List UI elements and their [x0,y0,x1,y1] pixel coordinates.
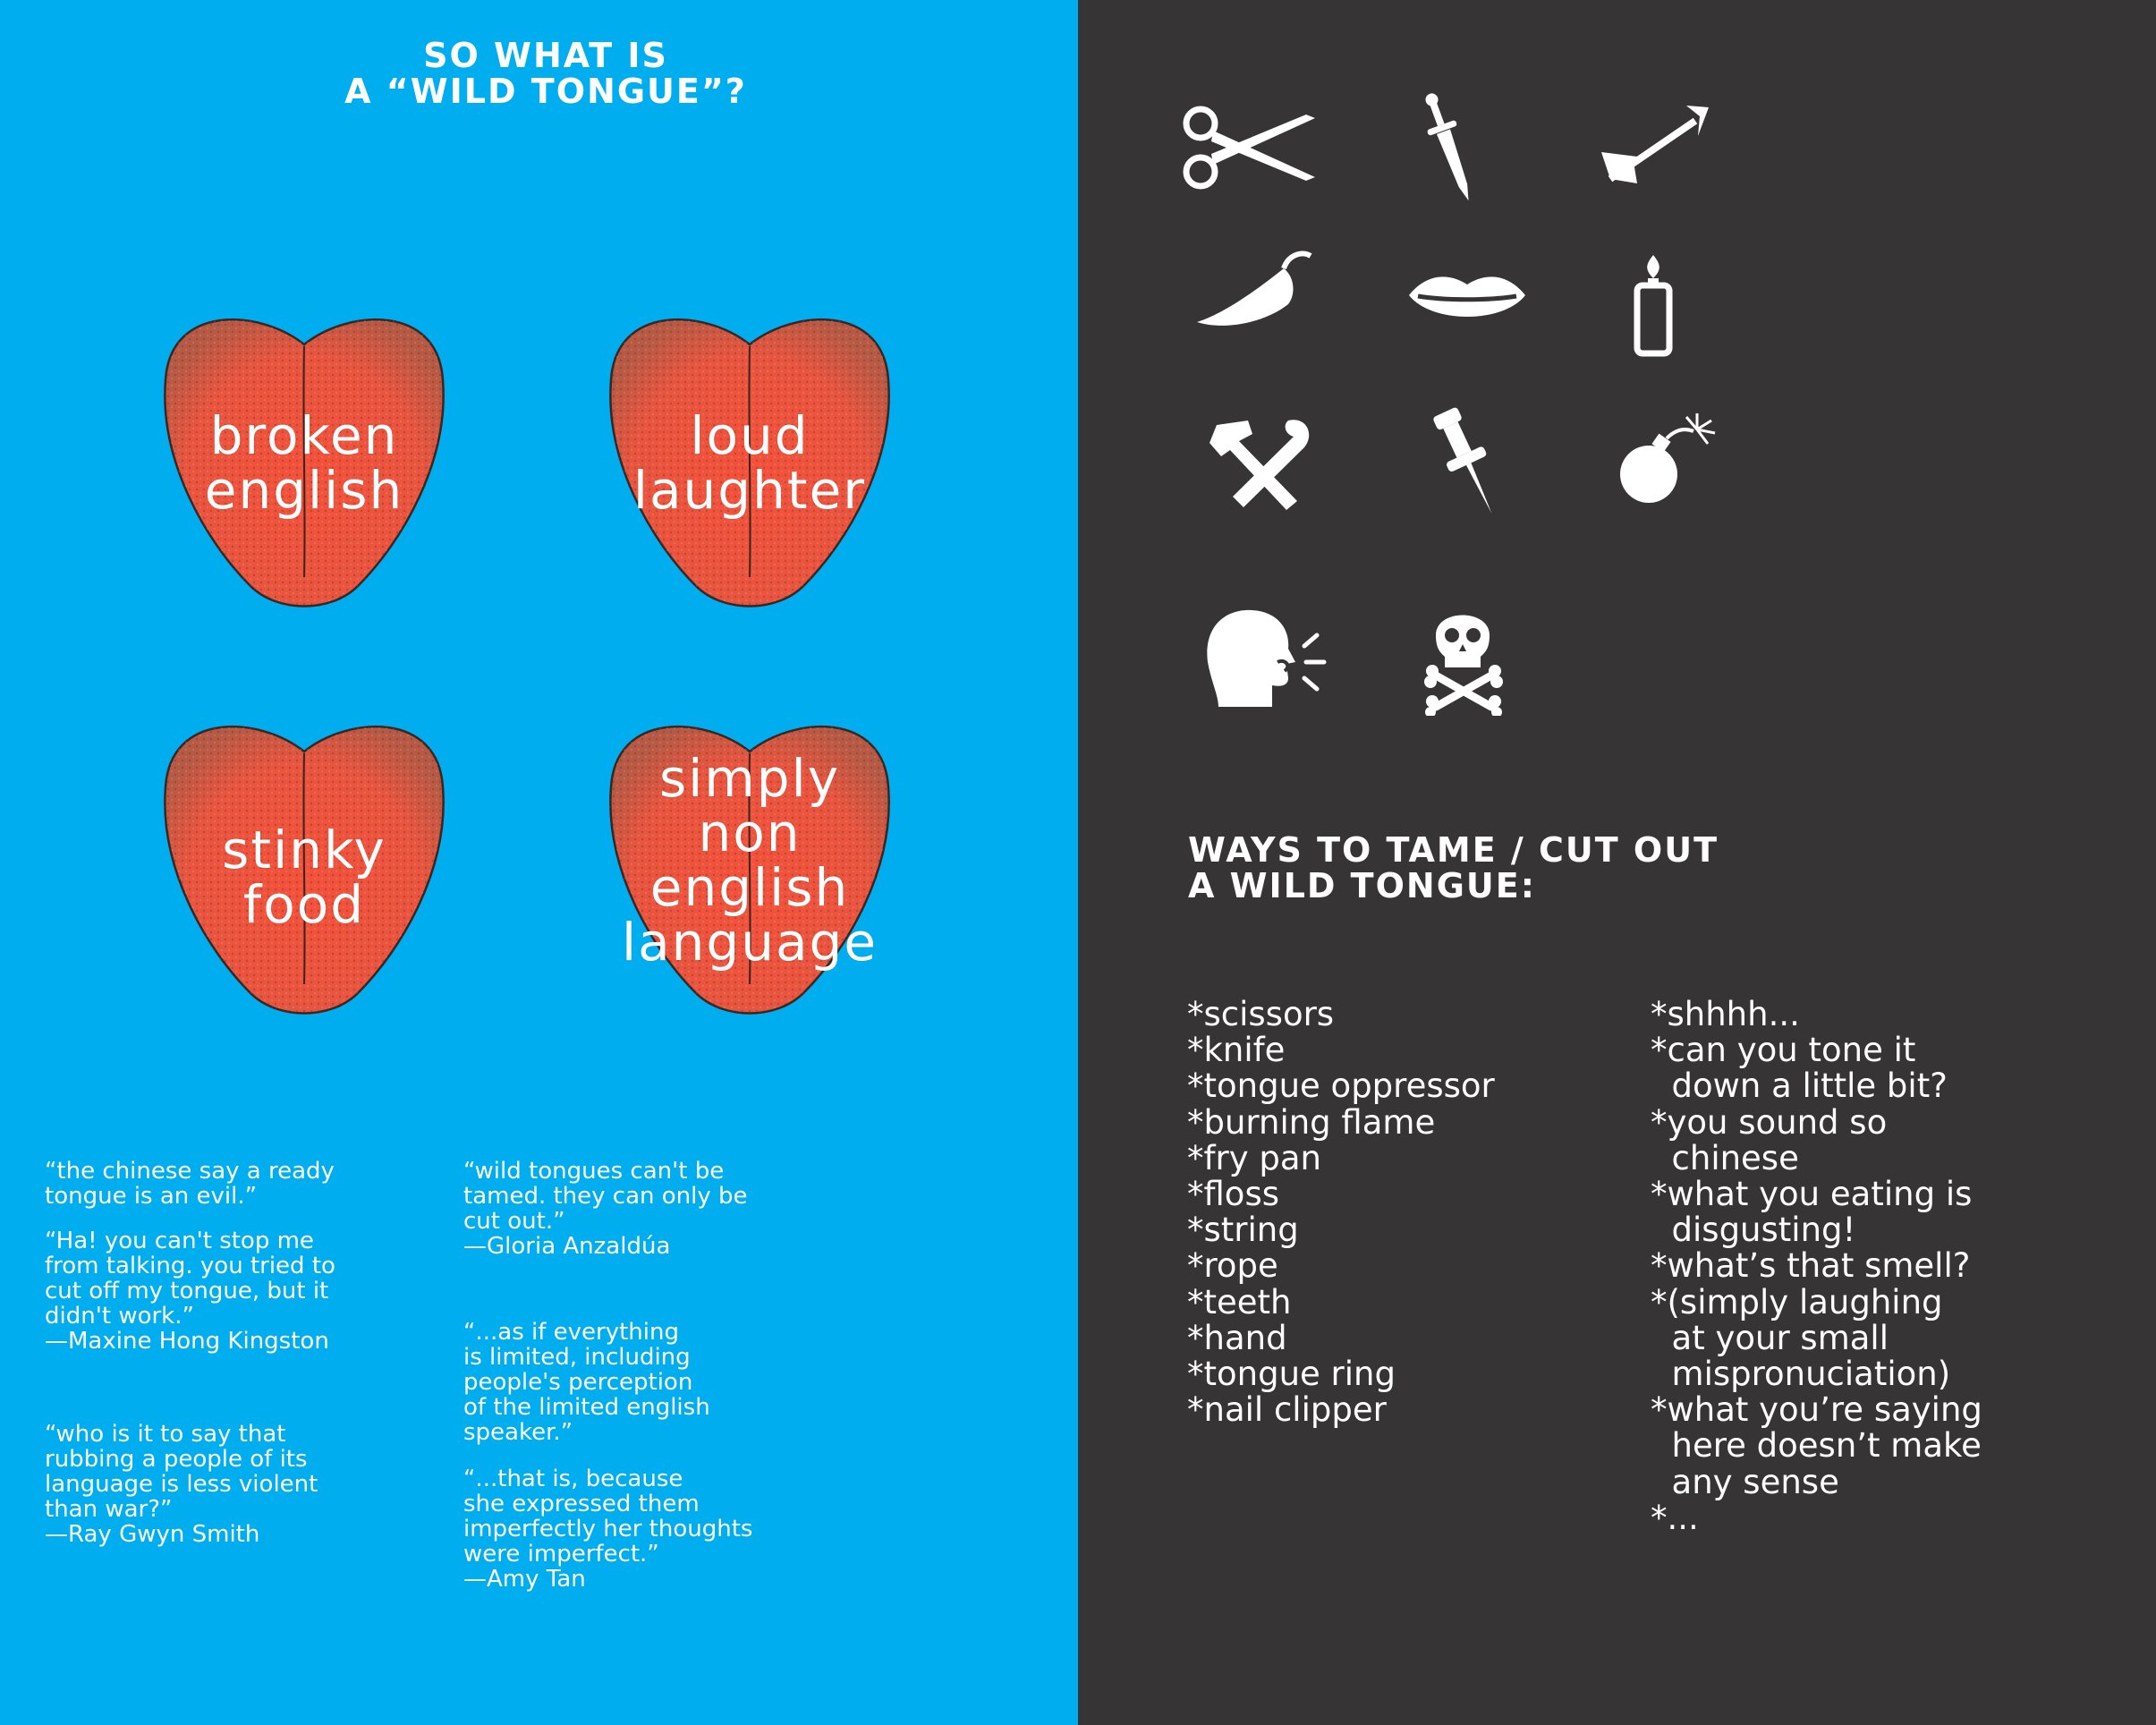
list-item: *hand [1187,1318,1287,1357]
tongue-simply-non-english-language [598,716,902,1029]
tongue-label-line: english [204,460,404,521]
quote-kingston: “Ha! you can't stop me from talking. you tried to cut off my tongue, but it didn't work.” —Maxine Hong Kingston [45,1228,335,1355]
tongue-label-line: english [649,857,850,918]
pushpin-icon [1400,403,1534,519]
list-item: *you sound so [1651,1102,1888,1142]
left-title [268,38,823,109]
quote-chinese: “the chinese say a ready tongue is an evil.” [45,1158,335,1210]
list-item: mispronuciation) [1651,1355,1951,1394]
quote-tan: “...that is, because she expressed them imperfectly her thoughts were imperfect.” —Amy Tan [463,1466,753,1593]
list-item: *rope [1187,1246,1278,1286]
speaking-head-icon [1199,599,1333,716]
tongue-label-line: language [621,912,879,973]
list-item: *shhhh... [1651,995,1800,1033]
tongue-broken-english [152,309,456,622]
list-item: chinese [1651,1138,1799,1177]
skull-crossbones-icon [1400,599,1534,716]
tongue-label-line: loud [690,405,810,466]
tongue-label-line: non [698,803,802,863]
bomb-icon [1615,412,1749,528]
list-item: *what’s that smell? [1651,1246,1971,1286]
tongue-loud-laughter [598,309,902,622]
lips-icon [1400,259,1534,376]
list-item: disgusting! [1651,1211,1856,1250]
list-item: *knife [1187,1031,1286,1070]
list-item: *tongue oppressor [1187,1066,1495,1106]
list-item: *can you tone it [1651,1031,1916,1070]
tame-list-left [1187,997,1495,1428]
right-title-line: WAYS TO TAME / CUT OUT [1188,830,1719,870]
list-item: at your small [1651,1318,1889,1357]
right-title [1188,832,1719,904]
dagger-icon [1382,89,1516,206]
list-item: *floss [1187,1175,1279,1214]
scissors-icon [1181,89,1315,206]
list-item: *burning flame [1187,1102,1436,1142]
list-item: down a little bit? [1651,1066,1948,1106]
tongue-label-line: laughter [632,460,867,521]
list-item: any sense [1651,1462,1839,1501]
tongue-stinky-food [152,716,456,1029]
candle-icon [1601,246,1736,362]
hammer-wrench-icon [1199,407,1333,523]
arrow-icon [1601,89,1736,206]
tongue-label-line: stinky [222,820,386,880]
list-item: *... [1651,1498,1699,1537]
chili-pepper-icon [1190,251,1324,367]
list-item: *scissors [1187,995,1335,1033]
left-title-line: SO WHAT IS [423,36,668,75]
list-item: *nail clipper [1187,1390,1387,1430]
list-item: here doesn’t make [1651,1426,1982,1466]
list-item: *tongue ring [1187,1355,1396,1394]
tongue-label-line: simply [658,748,841,809]
list-item: *string [1187,1211,1299,1250]
tongue-label-line: food [242,874,366,935]
list-item: *what you’re saying [1651,1390,1982,1430]
right-title-line: A WILD TONGUE: [1188,866,1536,905]
quote-smith: “who is it to say that rubbing a people of its language is less violent than war?” —Ray Gwyn Smith [45,1421,318,1548]
list-item: *(simply laughing [1651,1282,1943,1321]
tame-list-right [1651,997,1982,1536]
list-item: *what you eating is [1651,1175,1973,1214]
list-item: *fry pan [1187,1138,1322,1177]
quote-anzaldua: “wild tongues can't be tamed. they can only be cut out.” —Gloria Anzaldúa [463,1158,748,1260]
tongue-label-line: broken [209,405,399,466]
list-item: *teeth [1187,1282,1292,1321]
left-title-line: A “WILD TONGUE”? [344,72,747,111]
quote-limited: “...as if everything is limited, including people's perception of the limited english speaker.” [463,1319,710,1446]
